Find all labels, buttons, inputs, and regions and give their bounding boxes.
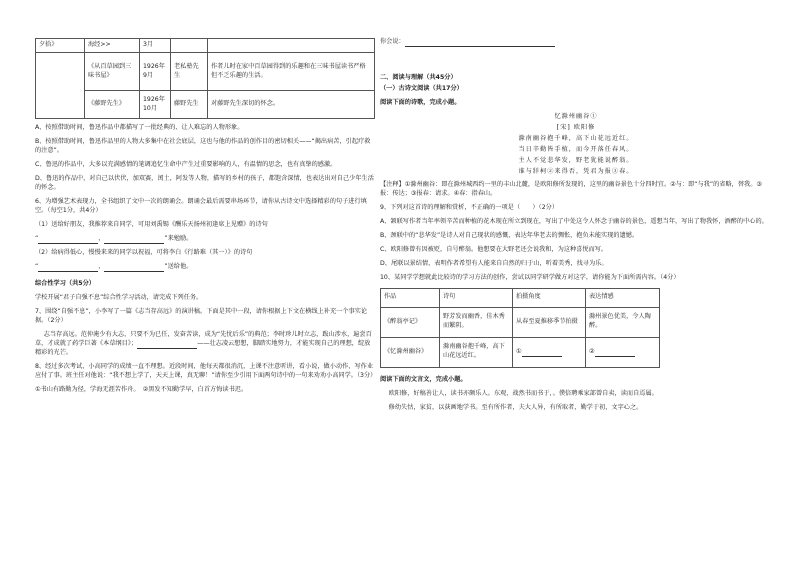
q7-text: 志当存高远。范仲淹少有大志，只要不为已任，发奋苦读，成为“先忧后乐”的典范；李时珍儿时立志，跋山涉水，遍尝百草，才成就了药学巨著《本草纲目》； (35, 330, 372, 347)
question-7-body (35, 331, 375, 358)
poem-author: [宋] 欧阳修 (556, 123, 596, 131)
table-header: 表达情感 (586, 288, 660, 307)
table-cell: 藤野先生 (171, 91, 208, 119)
read2-prompt: 阅读下面的文言文，完成小题。 (380, 375, 467, 383)
question-6: 6、为增强艺术表现力，全书组织了文中一次的朗诵会。朗诵会最后需要串场环节，请你从古诗文中选择精彩的句子进行填空。（每空1分，共4分） (35, 197, 367, 214)
answer-blank[interactable] (104, 237, 164, 244)
q9-option-b: B、颈联中的“悲华发”是诗人对自己现状的感慨，表达年华老去的惆怅，抱负未能实现的遗憾。 (380, 231, 639, 239)
table-cell: 夕拾》 (36, 39, 85, 53)
answer-blank[interactable] (595, 350, 635, 357)
q8-option-b: ②黑发不知勤学早，白首方悔读书迟。 (142, 385, 248, 393)
table-cell (208, 39, 375, 53)
blank-marker: ① (516, 347, 522, 355)
table-cell (513, 337, 586, 367)
question-6-part1-blanks (35, 235, 375, 244)
answer-blank[interactable] (405, 40, 555, 47)
answer-blank[interactable] (104, 265, 164, 272)
table-row (36, 39, 375, 53)
option-c: C、鲁迅的作品中，大多以充满感情的笔调追忆生命中产生过重要影响的人，有温情的思念，也有真挚的感激。 (35, 160, 337, 168)
question-6-part2-blanks (35, 263, 375, 272)
quote-open: “ (35, 262, 39, 270)
poem-line: 谁与牂柯②来得否，凭君为报③春。 (518, 167, 634, 175)
table-cell: 对藤野先生深切的怀念。 (208, 91, 375, 119)
answer-blank[interactable] (137, 342, 197, 349)
table-cell: 从春至夏推移季节拍摄 (513, 307, 586, 337)
poem-line: 滁南幽谷抱千峰，高下山花远近红。 (518, 134, 634, 142)
table-cell: 海经>> (85, 39, 140, 53)
table-cell: 1926年9月 (140, 53, 171, 91)
table-cell: 野芳发而幽香，佳木秀而繁阴。 (440, 307, 513, 337)
part2-subtitle: （一）古诗文阅读（共17分） (380, 84, 463, 92)
blank-marker: ② (589, 347, 595, 355)
your-words-label: 你会说： (380, 38, 405, 45)
question-7: 7、围绕“自强不息”，小李写了一篇《志当存高远》的演讲稿。下面是其中一段，请你根据上下文在横线上补充一个事实论据。（2分） (35, 307, 368, 324)
classical-text-line: 修幼失怙，家贫，以荻画地学书。至有所作者，夫大人异，有所取者，勤学于初，文字心之。 (388, 403, 643, 411)
question-9: 9、下列对这首诗的理解和赏析，不正确的一项是（ ）（2分） (380, 203, 559, 211)
question-8-options (35, 386, 375, 395)
poem-note: 【注释】①滁州幽谷：即在滁州城西约一里的丰山北麓，是欧阳修所发现的，这里的幽谷景色十分四时宜。②与：即“与我”的省略，替我。③报：传达；③报春：请求。④春：指春山。 (380, 180, 762, 197)
q7-text-2: ——壮志凌云想想，脚踏实地努力，才能实现自己的理想，绽放精彩的光芒。 (35, 339, 371, 356)
poem-title: 忆滁州幽谷① (554, 112, 598, 120)
comma: ， (98, 262, 105, 270)
option-b: B、按照借助时间，鲁迅作品里的人物大多集中在社会底层，这也与他的作品的创作目的密切相关——“揭出病苦，引起疗救的注意”。 (35, 137, 371, 154)
table-cell (171, 39, 208, 53)
option-a: A、按照借助时间，鲁迅作品中都描写了一批经典的、让人难忘的人物形象。 (35, 124, 244, 131)
table-header: 作品 (381, 288, 440, 307)
answer-blank[interactable] (38, 237, 98, 244)
poem-line: 当日辛勤皆手植，而今开落任春风。 (518, 145, 634, 153)
table-row (381, 337, 660, 367)
works-table (35, 38, 375, 119)
table-cell: 滁州景色优美，令人陶醉。 (586, 307, 660, 337)
quote-open: “ (35, 234, 39, 242)
table-cell: 《从百草园到三味书屋》 (85, 53, 140, 91)
table-row (36, 53, 375, 91)
table-row (381, 307, 660, 337)
question-10: 10、某同学学想就此比较诗的学习方法的创作，尝试以同学研学做方对这学，请你能为下面所需内容。（4分） (380, 273, 680, 281)
quote-end: ”来勉励。 (164, 234, 193, 242)
section-title: 综合性学习（共5分） (35, 279, 95, 287)
question-8: 8、经过多次考试，小高同学的成绩一直不理想。近段时间，他每天都很消沉，上课不注意听讲，看小说，做小动作，写作业应付了事。班主任对他说：“我不想上学了，天天上课，真无聊！”请你至少引用下面两句诗中的一句来劝劝小高同学。（3分） (35, 362, 377, 379)
table-row (36, 91, 375, 119)
table-cell: 1926年10月 (140, 91, 171, 119)
read-prompt: 阅读下面的诗歌，完成小题。 (380, 98, 461, 106)
quote-end: ”送给他。 (164, 262, 193, 270)
answer-blank[interactable] (522, 350, 562, 357)
option-d: D、鲁迅的作品中，对自己以伏伏，加双赛，闰土，阿发等人物，描写的乡村的孩子，都饱含深情，也表达出对自己少年生活的怀念。 (35, 174, 374, 191)
answer-blank[interactable] (38, 265, 98, 272)
classical-text-line: 欧阳修，好稿善让人，读书亦颇乐人。东观，战然书而书于，。僕倍聘乘家部曾自卖，读而自焉属。 (388, 389, 658, 397)
q9-option-c: C、欧阳修曾有因被贬，自号醉翁。他想要在大野老还会说我和，为这种喜悦而写。 (380, 245, 608, 253)
table-header: 拍摄角度 (513, 288, 586, 307)
q8-option-a: ①书山有路勤为径，学海无涯苦作舟。 (35, 385, 137, 393)
question-6-part1: （1）送给好朋友，我推荐来自同学，可用刘禹锡《酬乐天扬州初逢席上见赠》的诗句 (35, 220, 268, 228)
table-cell: 《忆滁州幽谷》 (381, 337, 440, 367)
your-words-line (380, 38, 772, 47)
table-header-row (381, 288, 660, 307)
table-cell: 作者儿时在家中百草园得到的乐趣和在三味书屋读书严格但不乏乐趣的生活。 (208, 53, 375, 91)
table-cell: 老私塾先生 (171, 53, 208, 91)
table-cell: 滁南幽谷抱千峰，高下山花远近红。 (440, 337, 513, 367)
photo-table (380, 288, 660, 368)
question-6-part2: （2）给病得低心，慢慢来来的同学以祝福，可将李白《行路难（其一）》的诗句 (35, 248, 253, 256)
right-column (380, 38, 772, 418)
table-cell: 3月 (140, 39, 171, 53)
poem-line: 主人不觉悲华发，野老犹能说醉翁。 (518, 156, 634, 164)
table-cell (36, 53, 85, 119)
q9-option-a: A、颔联写作者当年率领辛苦而种植的花木现在所立到现在，写出了中处这令人怀念于幽谷的景色，遥想当年，写出了物我怀，酒醉的中心的。 (380, 217, 768, 225)
part2-title: 二、阅读与理解（共45分） (380, 73, 457, 81)
comma: ， (98, 234, 105, 242)
table-cell (586, 337, 660, 367)
table-cell: 《醉翁亭记》 (381, 307, 440, 337)
table-header: 诗句 (440, 288, 513, 307)
table-cell: 《藤野先生》 (85, 91, 140, 119)
q9-option-d: D、尾联以景结情，表明作者希望有人能来自自然的归于山，听着美秀，找寻为乐。 (380, 259, 608, 267)
section-intro: 学校开展“君子自强不息”综合性学习活动，请完成下列任务。 (35, 293, 203, 301)
left-column (35, 38, 375, 400)
